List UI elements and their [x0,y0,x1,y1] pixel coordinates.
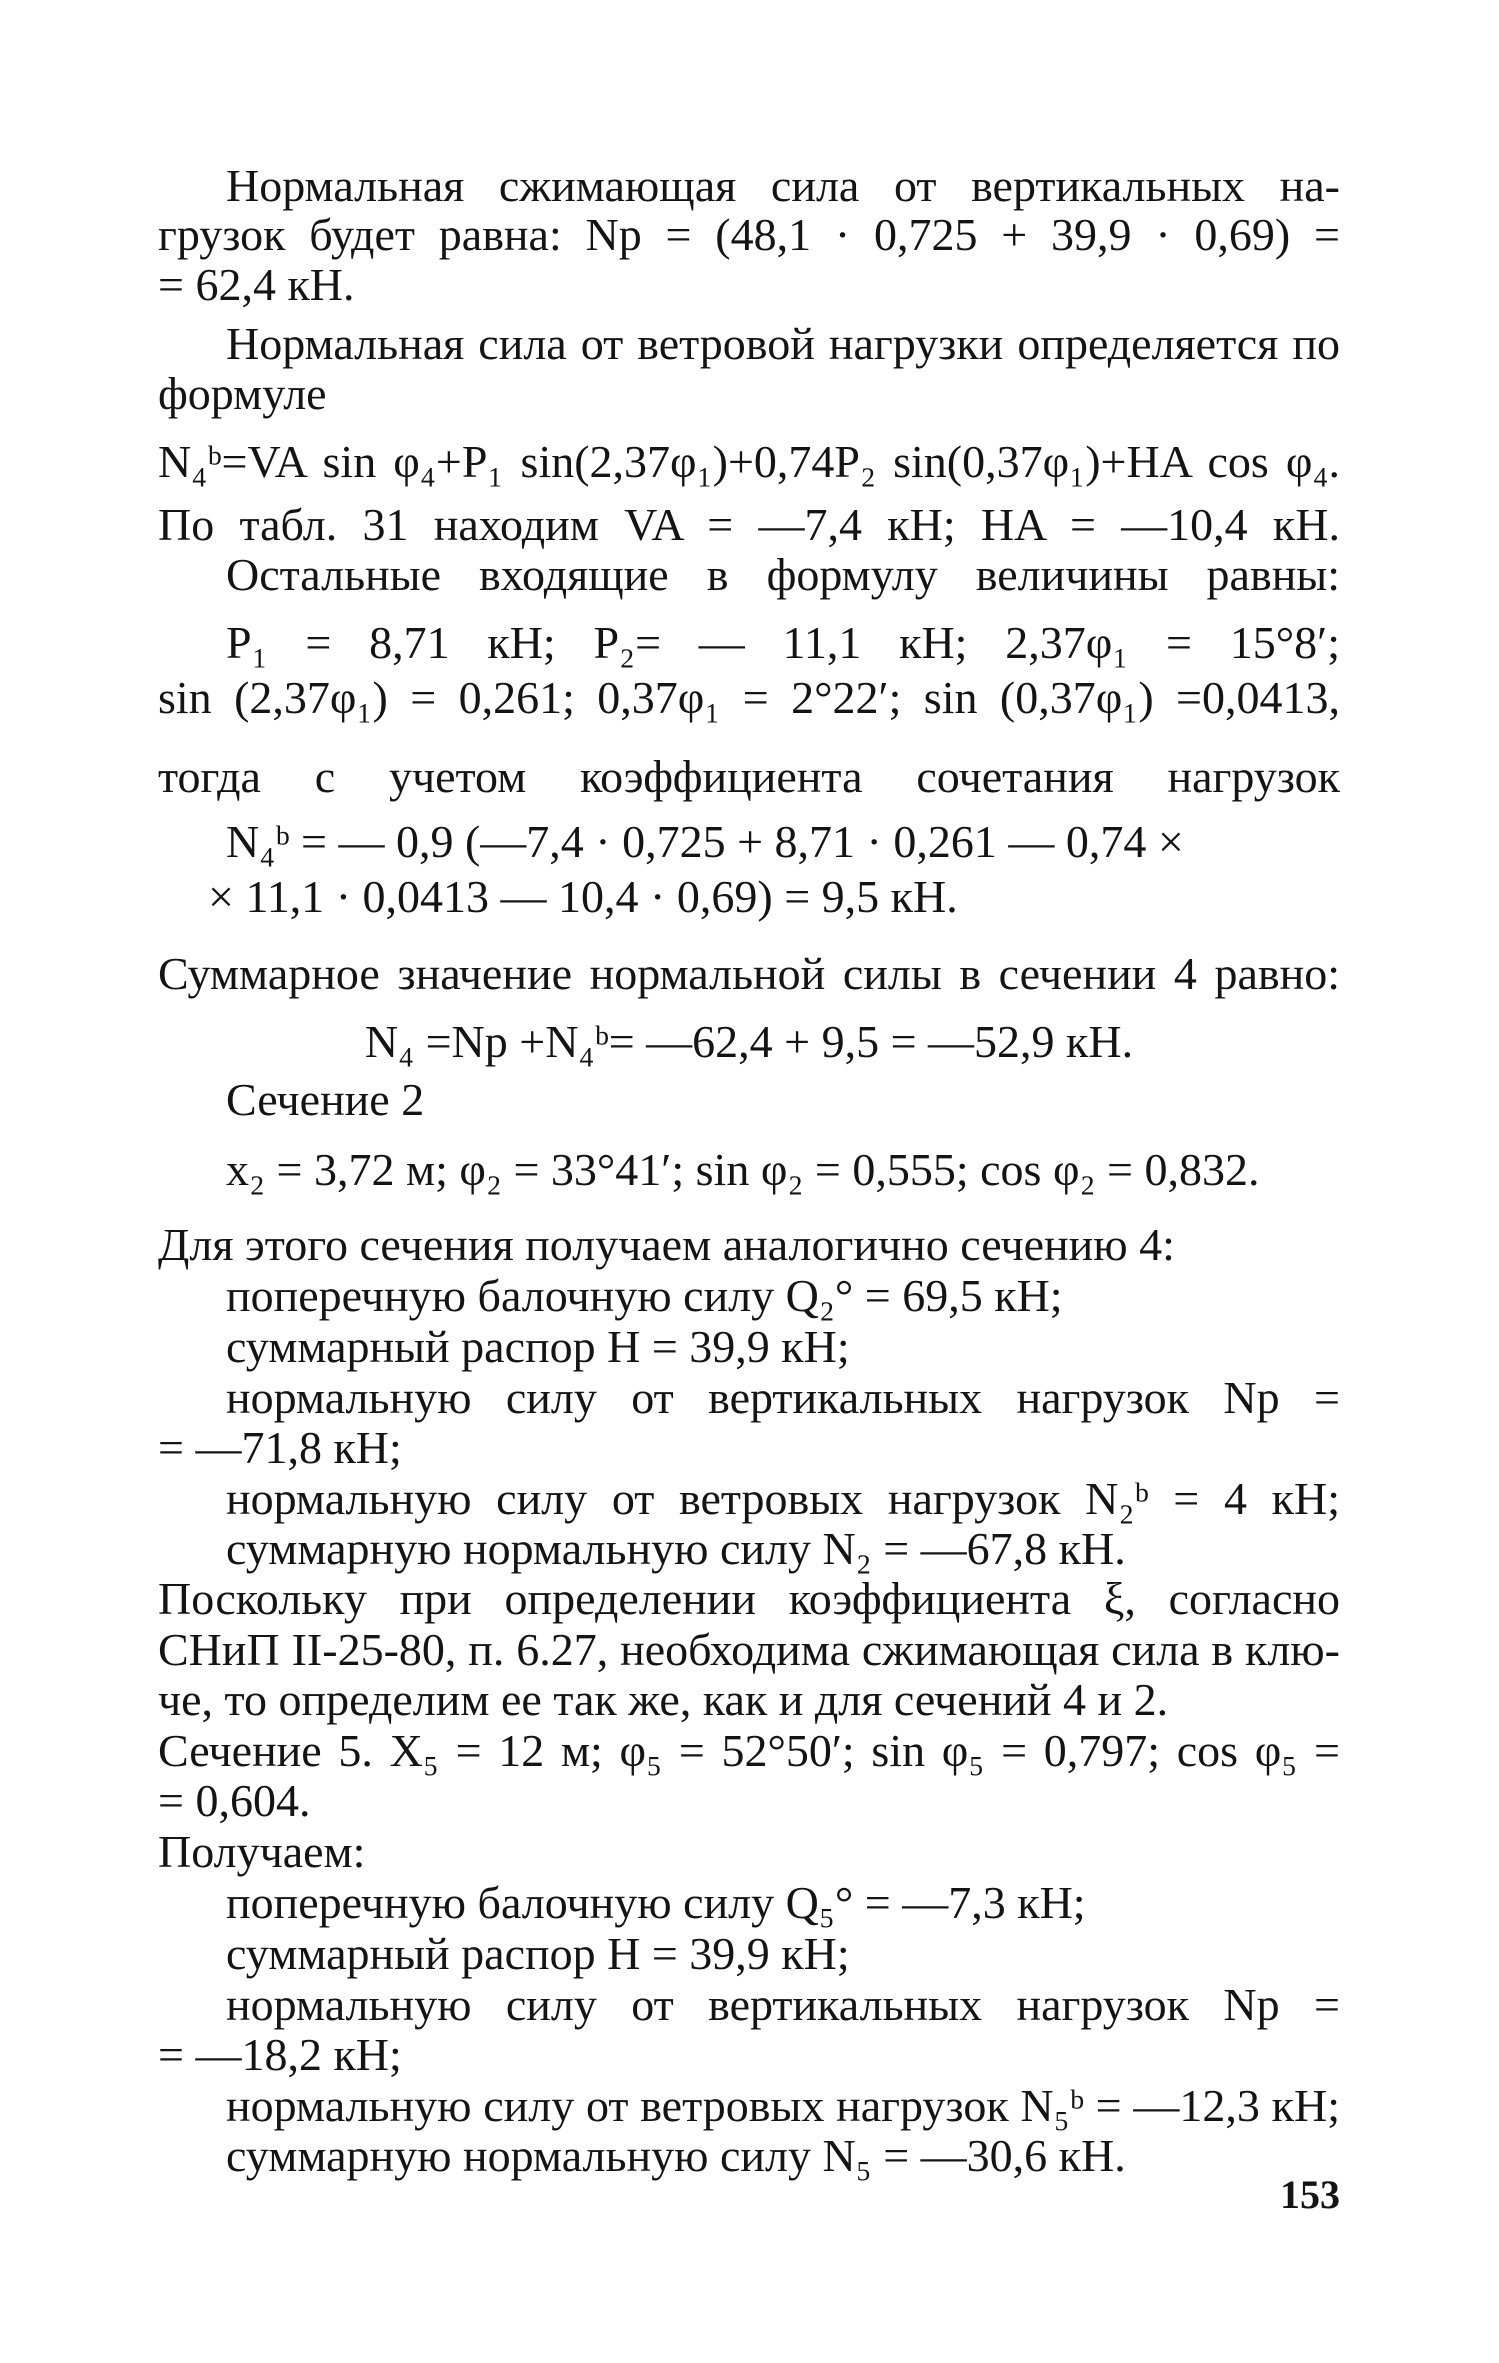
text-line: че, то определим ее так же, как и для сечений 4 и 2. [158,1674,1169,1725]
text-line: Суммарное значение нормальной силы в сечении 4 равно: [158,948,1340,999]
list-item: нормальную силу от вертикальных нагрузок Nр = [226,1372,1340,1423]
list-item: поперечную балочную силу Q₅° = —7,3 кН; [226,1877,1086,1928]
list-item: суммарный распор H = 39,9 кН; [226,1928,850,1979]
list-item: нормальную силу от ветровых нагрузок N₅ᵇ = —12,3 кН; [226,2080,1340,2131]
text-line: Поскольку при определении коэффициента ξ, согласно [158,1573,1340,1624]
list-item: = —71,8 кН; [158,1422,402,1473]
text-line: тогда с учетом коэффициента сочетания нагрузок [158,751,1340,802]
list-item: суммарную нормальную силу N₂ = —67,8 кН. [226,1523,1126,1574]
text-line: = 62,4 кН. [158,259,355,310]
list-item: нормальную силу от ветровых нагрузок N₂ᵇ = 4 кН; [226,1473,1340,1524]
list-item: поперечную балочную силу Q₂° = 69,5 кН; [226,1270,1063,1321]
text-line: По табл. 31 находим VA = —7,4 кН; HA = —10,4 кН. [158,499,1340,550]
text-line: СНиП II-25-80, п. 6.27, необходима сжимающая сила в клю- [158,1624,1340,1675]
formula: x₂ = 3,72 м; φ₂ = 33°41′; sin φ₂ = 0,555; cos φ₂ = 0,832. [226,1144,1260,1195]
list-item: суммарный распор H = 39,9 кН; [226,1321,850,1372]
text-line: формуле [158,368,327,419]
text-line: Получаем: [158,1826,366,1877]
text-line: Остальные входящие в формулу величины равны: [226,549,1340,600]
text-line: Нормальная сила от ветровой нагрузки определяется по [226,318,1340,369]
text-line: грузок будет равна: Nр = (48,1 · 0,725 + 39,9 · 0,69) = [158,209,1340,260]
formula: N₄ =Nр +N₄ᵇ= —62,4 + 9,5 = —52,9 кН. [364,1016,1134,1067]
section-heading: Сечение 2 [226,1074,425,1125]
text-line: Нормальная сжимающая сила от вертикальных на- [226,160,1340,211]
formula: sin (2,37φ₁) = 0,261; 0,37φ₁ = 2°22′; sin (0,37φ₁) =0,0413, [158,672,1340,723]
page-number: 153 [1280,2172,1340,2217]
list-item: нормальную силу от вертикальных нагрузок Nр = [226,1979,1340,2030]
formula: N₄ᵇ=VA sin φ₄+P₁ sin(2,37φ₁)+0,74P₂ sin(0,37φ₁)+HA cos φ₄. [158,436,1340,487]
formula: P₁ = 8,71 кН; P₂= — 11,1 кН; 2,37φ₁ = 15°8′; [226,617,1340,668]
text-line: = 0,604. [158,1775,311,1826]
formula: × 11,1 · 0,0413 — 10,4 · 0,69) = 9,5 кН. [208,871,958,922]
text-line: Сечение 5. X₅ = 12 м; φ₅ = 52°50′; sin φ₅ = 0,797; cos φ₅ = [158,1725,1340,1776]
list-item: = —18,2 кН; [158,2029,402,2080]
formula: N₄ᵇ = — 0,9 (—7,4 · 0,725 + 8,71 · 0,261 — 0,74 × [226,816,1184,867]
text-line: Для этого сечения получаем аналогично сечению 4: [158,1219,1175,1270]
list-item: суммарную нормальную силу N₅ = —30,6 кН. [226,2130,1126,2181]
